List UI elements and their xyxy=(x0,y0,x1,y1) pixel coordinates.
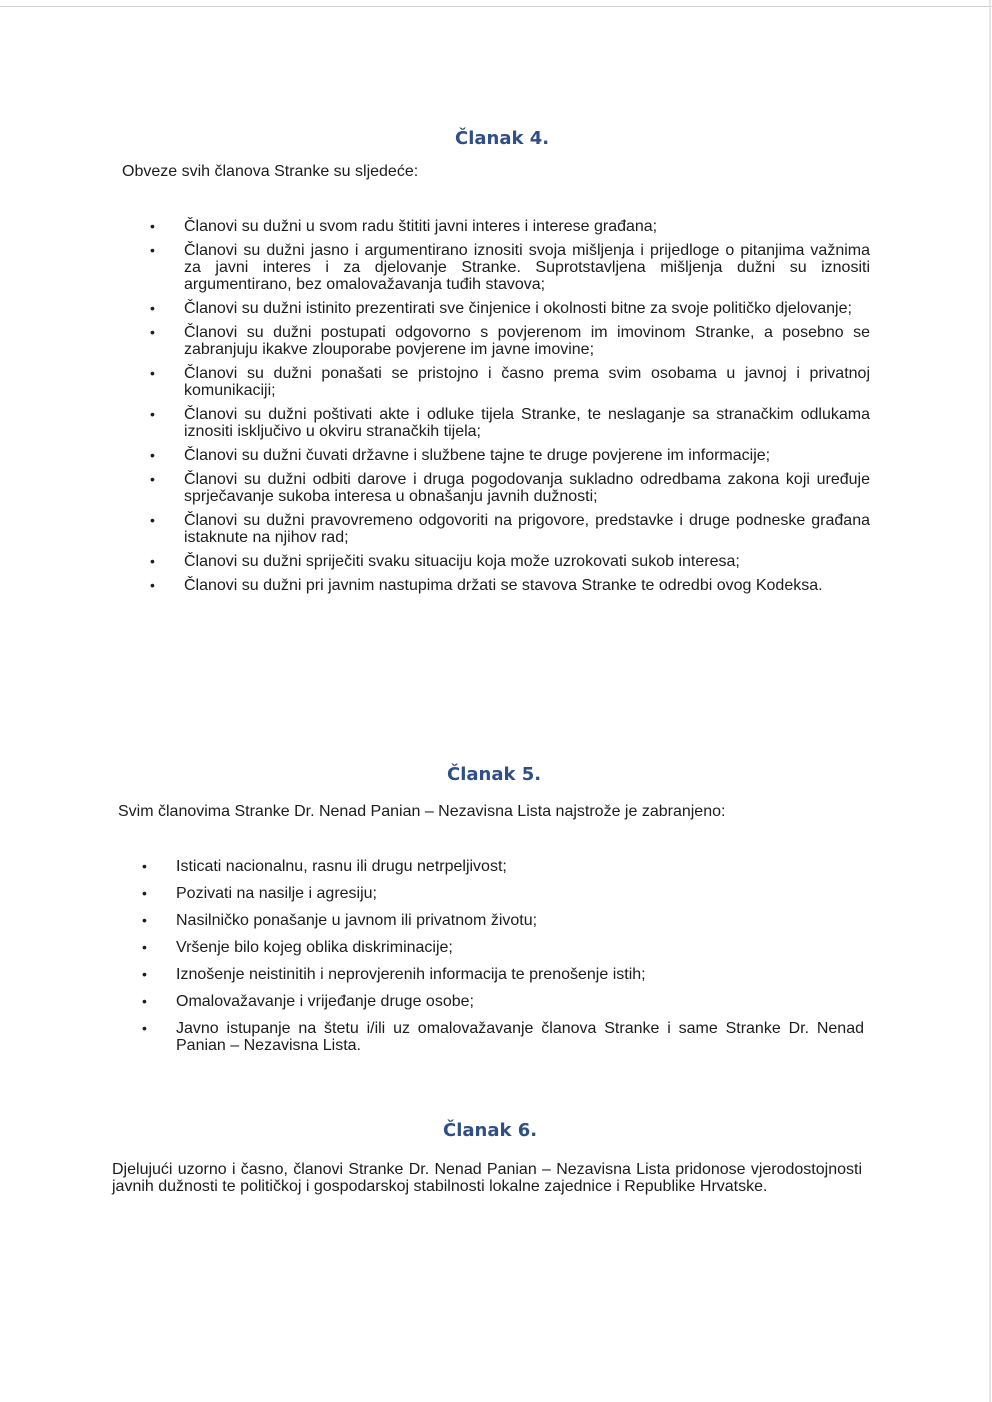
list-item: • Članovi su dužni pravovremeno odgovoriti na prigovore, predstavke i druge podneske građana istaknute na njihov rad; xyxy=(150,512,870,546)
list-item: • Članovi su dužni u svom radu štititi javni interes i interese građana; xyxy=(150,218,870,235)
article-4-title: Članak 4. xyxy=(455,128,550,149)
list-item: • Članovi su dužni čuvati državne i službene tajne te druge povjerene im informacije; xyxy=(150,447,870,464)
list-item: • Iznošenje neistinitih i neprovjerenih informacija te prenošenje istih; xyxy=(142,966,864,983)
list-item: • Vršenje bilo kojeg oblika diskriminacije; xyxy=(142,939,864,956)
list-item: • Članovi su dužni spriječiti svaku situaciju koja može uzrokovati sukob interesa; xyxy=(150,553,870,570)
list-item: • Članovi su dužni poštivati akte i odluke tijela Stranke, te neslaganje sa stranačkim odlukama iznositi isključivo u okviru stranačkih tijela; xyxy=(150,406,870,440)
list-item: • Omalovažavanje i vrijeđanje druge osobe; xyxy=(142,993,864,1010)
article-4-intro: Obveze svih članova Stranke su sljedeće: xyxy=(122,163,419,180)
list-item: • Članovi su dužni pri javnim nastupima držati se stavova Stranke te odredbi ovog Kodeksa. xyxy=(150,577,870,594)
article-5-intro: Svim članovima Stranke Dr. Nenad Panian – Nezavisna Lista najstrože je zabranjeno: xyxy=(118,803,726,820)
list-item: • Članovi su dužni istinito prezentirati sve činjenice i okolnosti bitne za svoje političko djelovanje; xyxy=(150,300,870,317)
list-item: • Javno istupanje na štetu i/ili uz omalovažavanje članova Stranke i same Stranke Dr. Nenad Panian – Nezavisna Lista. xyxy=(142,1020,864,1054)
list-item: • Pozivati na nasilje i agresiju; xyxy=(142,885,864,902)
list-item: • Članovi su dužni ponašati se pristojno i časno prema svim osobama u javnoj i privatnoj komunikaciji; xyxy=(150,365,870,399)
list-item: • Nasilničko ponašanje u javnom ili privatnom životu; xyxy=(142,912,864,929)
article-6-text: Djelujući uzorno i časno, članovi Stranke Dr. Nenad Panian – Nezavisna Lista pridonose vjerodostojnosti javnih dužnosti te političkoj i gospodarskoj stabilnosti lokalne zajednice i Republike Hrvatske. xyxy=(112,1161,862,1195)
list-item: • Članovi su dužni postupati odgovorno s povjerenom im imovinom Stranke, a posebno se zabranjuju ikakve zlouporabe povjerene im javne imovine; xyxy=(150,324,870,358)
article-4-list xyxy=(150,218,870,601)
list-item: • Članovi su dužni jasno i argumentirano iznositi svoja mišljenja i prijedloge o pitanjima važnima za javni interes i za djelovanje Stranke. Suprotstavljena mišljenja dužni su iznositi argumentirano, bez omalovažavanja tuđih stavova; xyxy=(150,242,870,293)
article-6-title: Članak 6. xyxy=(443,1120,538,1141)
article-5-title: Članak 5. xyxy=(447,764,542,785)
list-item: • Članovi su dužni odbiti darove i druga pogodovanja sukladno odredbama zakona koji uređuje sprječavanje sukoba interesa u obnašanju javnih dužnosti; xyxy=(150,471,870,505)
article-5-list xyxy=(142,858,864,1064)
list-item: • Isticati nacionalnu, rasnu ili drugu netrpeljivost; xyxy=(142,858,864,875)
